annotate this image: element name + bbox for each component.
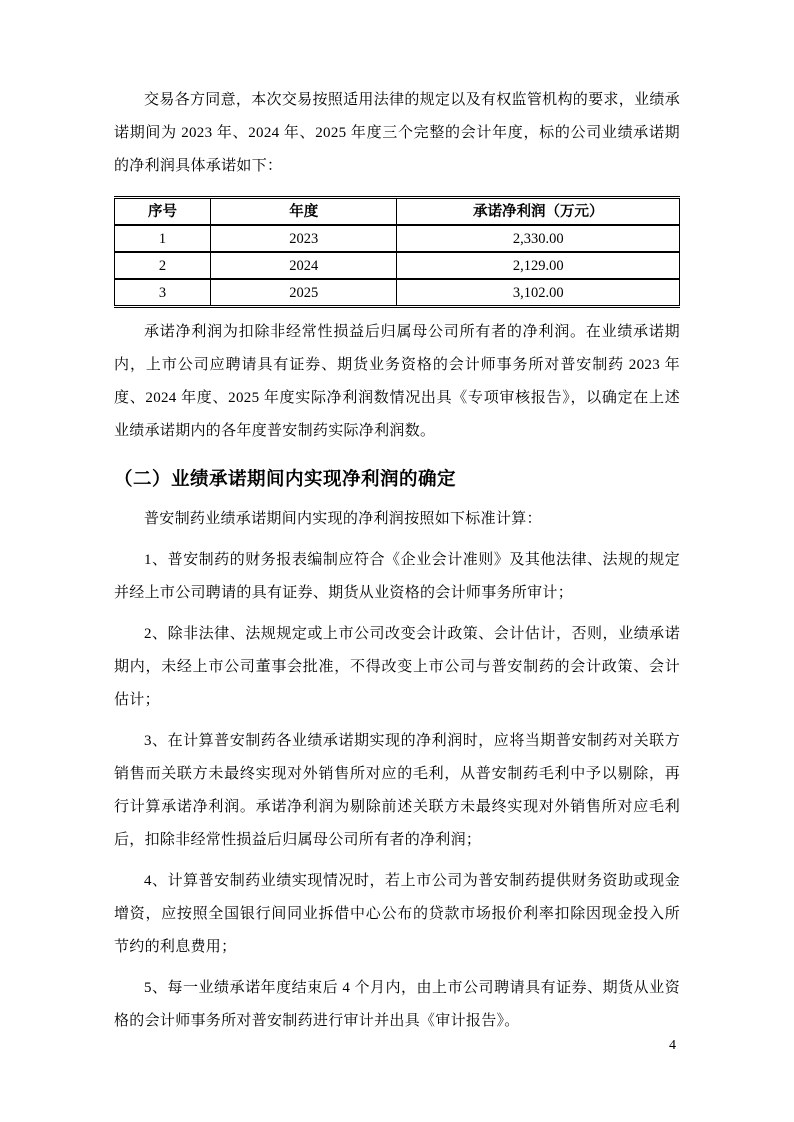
numbered-item-2: 2、除非法律、法规规定或上市公司改变会计政策、会计估计，否则，业绩承诺期内，未经上市公司董事会批准，不得改变上市公司与普安制药的会计政策、会计估计；	[114, 626, 680, 708]
table-cell-profit: 2,129.00	[397, 252, 680, 279]
table-cell-year: 2023	[211, 225, 397, 252]
section-heading: （二）业绩承诺期间内实现净利润的确定	[114, 468, 457, 489]
table-header-cell-profit: 承诺净利润（万元）	[397, 198, 680, 226]
numbered-item-1: 1、普安制药的财务报表编制应符合《企业会计准则》及其他法律、法规的规定并经上市公司聘请的具有证券、期货从业资格的会计师事务所审计；	[114, 552, 680, 601]
table-header-cell-year: 年度	[211, 198, 397, 226]
table-cell-year: 2024	[211, 252, 397, 279]
note-paragraph: 承诺净利润为扣除非经常性损益后归属母公司所有者的净利润。在业绩承诺期内，上市公司应聘请具有证券、期货业务资格的会计师事务所对普安制药 2023 年度、2024 年度、2025 年度实际净利润数情况出具《专项审核报告》，以确定在上述业绩承诺期内的各年度普安制药实际净利润数。	[114, 324, 680, 439]
table-row	[115, 279, 680, 307]
table-cell-profit: 2,330.00	[397, 225, 680, 252]
table-cell-index: 1	[115, 225, 211, 252]
table-cell-profit: 3,102.00	[397, 279, 680, 307]
table-cell-index: 3	[115, 279, 211, 307]
table-cell-index: 2	[115, 252, 211, 279]
table-row	[115, 252, 680, 279]
numbered-item-5: 5、每一业绩承诺年度结束后 4 个月内，由上市公司聘请具有证券、期货从业资格的会计师事务所对普安制药进行审计并出具《审计报告》。	[114, 980, 680, 1029]
numbered-item-3: 3、在计算普安制药各业绩承诺期实现的净利润时，应将当期普安制药对关联方销售而关联方未最终实现对外销售所对应的毛利，从普安制药毛利中予以剔除，再行计算承诺净利润。承诺净利润为剔除前述关联方未最终实现对外销售所对应毛利后，扣除非经常性损益后归属母公司所有者的净利润；	[114, 733, 680, 848]
page-number: 4	[669, 1038, 676, 1053]
table-header-row	[115, 198, 680, 226]
commitment-profit-table	[114, 196, 680, 308]
table-row	[115, 225, 680, 252]
numbered-item-4: 4、计算普安制药业绩实现情况时，若上市公司为普安制药提供财务资助或现金增资，应按照全国银行间同业拆借中心公布的贷款市场报价利率扣除因现金投入所节约的利息费用；	[114, 873, 680, 955]
table-header-cell-index: 序号	[115, 198, 211, 226]
lead-paragraph: 普安制药业绩承诺期间内实现的净利润按照如下标准计算：	[144, 511, 542, 527]
intro-paragraph: 交易各方同意，本次交易按照适用法律的规定以及有权监管机构的要求，业绩承诺期间为 2023 年、2024 年、2025 年度三个完整的会计年度，标的公司业绩承诺期的净利润具体承诺如下：	[114, 92, 680, 174]
table-cell-year: 2025	[211, 279, 397, 307]
